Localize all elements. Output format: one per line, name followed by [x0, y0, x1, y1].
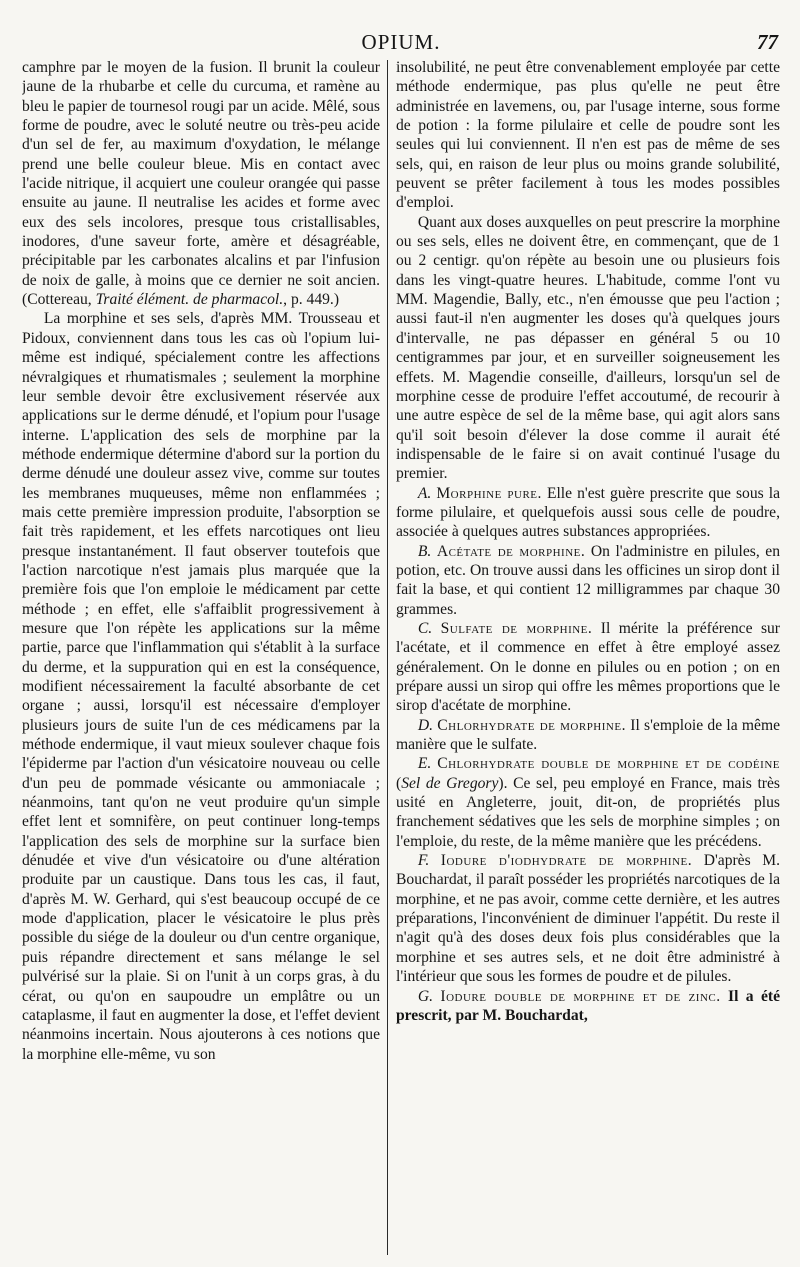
column-divider — [387, 60, 388, 1255]
entry-heading: Sulfate de morphine. — [440, 619, 593, 637]
entry-f — [396, 851, 780, 986]
page-number: 77 — [757, 30, 778, 54]
entry-text: On l'administre en pilules, en potion, etc. On trouve aussi dans les officines un sirop dont il fait la base, et qui contient 12 milligrammes par chaque 30 grammes. — [396, 542, 780, 618]
entry-heading: Iodure d'iodhydrate de morphine. — [440, 852, 693, 870]
paragraph-text: camphre par le moyen de la fusion. Il brunit la couleur jaune de la rhubarbe et celle du curcuma, et ramène au bleu le papier de tournesol rougi par un acide. Mêlé, sous forme de poudre, avec le soluté neutre ou très-peu acide d'un sel de fer, au maximum d'oxydation, le mélange prend une belle couleur bleue. Mis en contact avec l'acide nitrique, il acquiert une couleur orangée qui passe ensuite au jaune. Il neutralise les acides et forme avec eux des sels incolores, presque tous cristallisables, inodores, d'une saveur forte, amère et désagréable, précipitable par les carbonates alcalins et par l'infusion de noix de galle, à moins que ce dernier ne soit ancien. (Cottereau, — [22, 59, 380, 309]
entry-letter: A. — [417, 484, 432, 502]
entry-letter: B. — [417, 542, 432, 560]
right-column — [396, 58, 780, 1258]
entry-heading: Iodure double de morphine et de zinc. — [440, 987, 721, 1005]
entry-c — [396, 619, 780, 716]
paragraph: La morphine et ses sels, d'après MM. Trousseau et Pidoux, conviennent dans tous les cas où l'opium lui-même est indiqué, spécialement contre les affections névralgiques et rhumatismales ; seulement la morphine leur semble devoir être exclusivement réservée aux applications sur le derme dénudé, et l'opium pour l'usage interne. L'application des sels de morphine par la méthode endermique détermine d'abord sur la portion du derme dénudé une douleur assez vive, comme sur toutes les membranes muqueuses, même non enflammées ; mais cette première impression produite, l'absorption se fait très rapidement, et les effets narcotiques ont lieu presque instantanément. Il faut observer toutefois que l'action narcotique n'est jamais plus marquée que la première fois que l'on emploie le médicament par cette méthode ; en effet, elle s'affaiblit progressivement à mesure que l'on répète les applications sur la même partie, parce que l'inflammation qui s'établit à la surface du derme, et la suppuration qui en est la conséquence, modifient nécessairement la faculté absorbante de cet organe ; aussi, lorsqu'il est nécessaire d'employer plusieurs jours de suite l'un de ces médicamens par la méthode endermique, il vaut mieux soulever chaque fois l'épiderme par l'action d'un vésicatoire nouveau ou celle d'un peu de pommade vésicante ou ammoniacale ; néanmoins, tant qu'on ne veut produire qu'un simple effet lent et somnifère, on peut continuer long-temps l'application des sels de morphine sur la surface bien dénudée et vive d'un vésicatoire ou d'une altération produite par un caustique. Dans tous les cas, il faut, d'après M. W. Gerhard, qui s'est beaucoup occupé de ce mode d'application, placer le vésicatoire le plus près possible du siége de la douleur ou d'un centre organique, puis répandre directement et sans mélange le sel pulvérisé sur la plaie. Si on l'unit à un corps gras, à du cérat, ou qu'on en saupoudre un emplâtre ou un cataplasme, il faut en augmenter la dose, et l'effet devient néanmoins incertain. Nous ajouterons à ces notions que la morphine elle-même, vu son — [22, 310, 380, 1063]
citation: Traité élément. de pharmacol. — [95, 291, 284, 309]
paragraph: insolubilité, ne peut être convenablement employée par cette méthode endermique, pas plus qu'elle ne peut être administrée en lavemens, ou, par l'usage interne, sous forme de potion : la forme pilulaire et celle de poudre sont les seules qui lui conviennent. Il n'en est pas de même de ses sels, qui, en raison de leur plus ou moins grande solubilité, peuvent se prêter facilement à tous les modes possibles d'emploi. — [396, 59, 780, 212]
entry-heading: Chlorhydrate double de morphine et de codéine — [437, 755, 780, 773]
paragraph: Quant aux doses auxquelles on peut prescrire la morphine ou ses sels, elles ne doivent être, en commençant, que de 1 ou 2 centigr. qu'on répète au besoin une ou plusieurs fois dans les vingt-quatre heures. L'habitude, comme l'ont vu MM. Magendie, Bally, etc., n'en émousse que peu l'action ; aussi faut-il n'en augmenter les doses qu'à quelques jours d'intervalle, ne pas dépasser en général 5 ou 10 centigrammes par jour, et en surveiller soigneusement les effets. M. Magendie conseille, d'ailleurs, lorsqu'un sel de morphine cesse de produire l'effet accoutumé, de recourir à une autre espèce de sel de la même base, qui agit alors sans qu'il soit besoin d'élever la dose comme il aurait été indispensable de le faire si on avait continué l'usage du premier. — [396, 213, 780, 483]
entry-text: Il a été prescrit, par M. Bouchardat, — [396, 987, 780, 1024]
paragraph-text: , p. 449.) — [283, 291, 340, 309]
entry-text: Elle n'est guère prescrite que sous la forme pilulaire, et quelquefois aussi sous celle de poudre, associée à quelques autres substances appropriées. — [396, 484, 780, 541]
entry-letter: D. — [417, 716, 433, 734]
entry-letter: F. — [417, 852, 430, 870]
entry-b — [396, 542, 780, 619]
entry-letter: E. — [417, 755, 432, 773]
entry-letter: G. — [417, 987, 433, 1005]
entry-g — [396, 987, 780, 1026]
entry-text: . Ce sel, peu employé en France, mais très usité en Angleterre, jouit, dit-on, de propriétés plus franchement sédatives que les sels de morphine simples ; on l'emploie, du reste, de la même manière que les précédens. — [396, 774, 780, 850]
entry-e: E. Chlorhydrate double de morphine et de codéine (Sel de Gregory). Ce sel, peu employé en France, mais très usité en Angleterre, jouit, dit-on, de propriétés plus franchement sédatives que les sels de morphine simples ; on l'emploie, du reste, de la même manière que les précédens. — [396, 755, 780, 850]
entry-heading: Morphine pure. — [436, 484, 542, 502]
entry-text: D'après M. Bouchardat, il paraît posséder les propriétés narcotiques de la morphine, et ne pas avoir, comme cette dernière, et les autres préparations, l'inconvénient de diminuer l'appétit. Du reste il n'agit qu'à des doses deux fois plus considérables que la morphine et ses autres sels, et ne doit être administré à l'intérieur que sous les formes de poudre et de pilules. — [396, 852, 780, 986]
entry-d — [396, 716, 780, 755]
left-column — [22, 58, 380, 1258]
entry-heading: Chlorhydrate de morphine. — [437, 716, 626, 734]
entry-text: Il mérite la préférence sur l'acétate, et il commence en effet à être employé assez généralement. On le donne en pilules ou en potion ; on en prépare aussi un sirop qui offre les mêmes proportions que le sirop d'acétate de morphine. — [396, 619, 780, 715]
running-header — [24, 30, 778, 56]
entry-text: Il s'emploie de la même manière que le sulfate. — [396, 716, 780, 754]
page-title: OPIUM. — [361, 30, 441, 54]
entry-letter: C. — [417, 619, 433, 637]
entry-alt-name: Sel de Gregory — [401, 774, 499, 792]
entry-a — [396, 484, 780, 542]
paragraph — [22, 58, 380, 309]
entry-heading: Acétate de morphine. — [436, 542, 586, 560]
